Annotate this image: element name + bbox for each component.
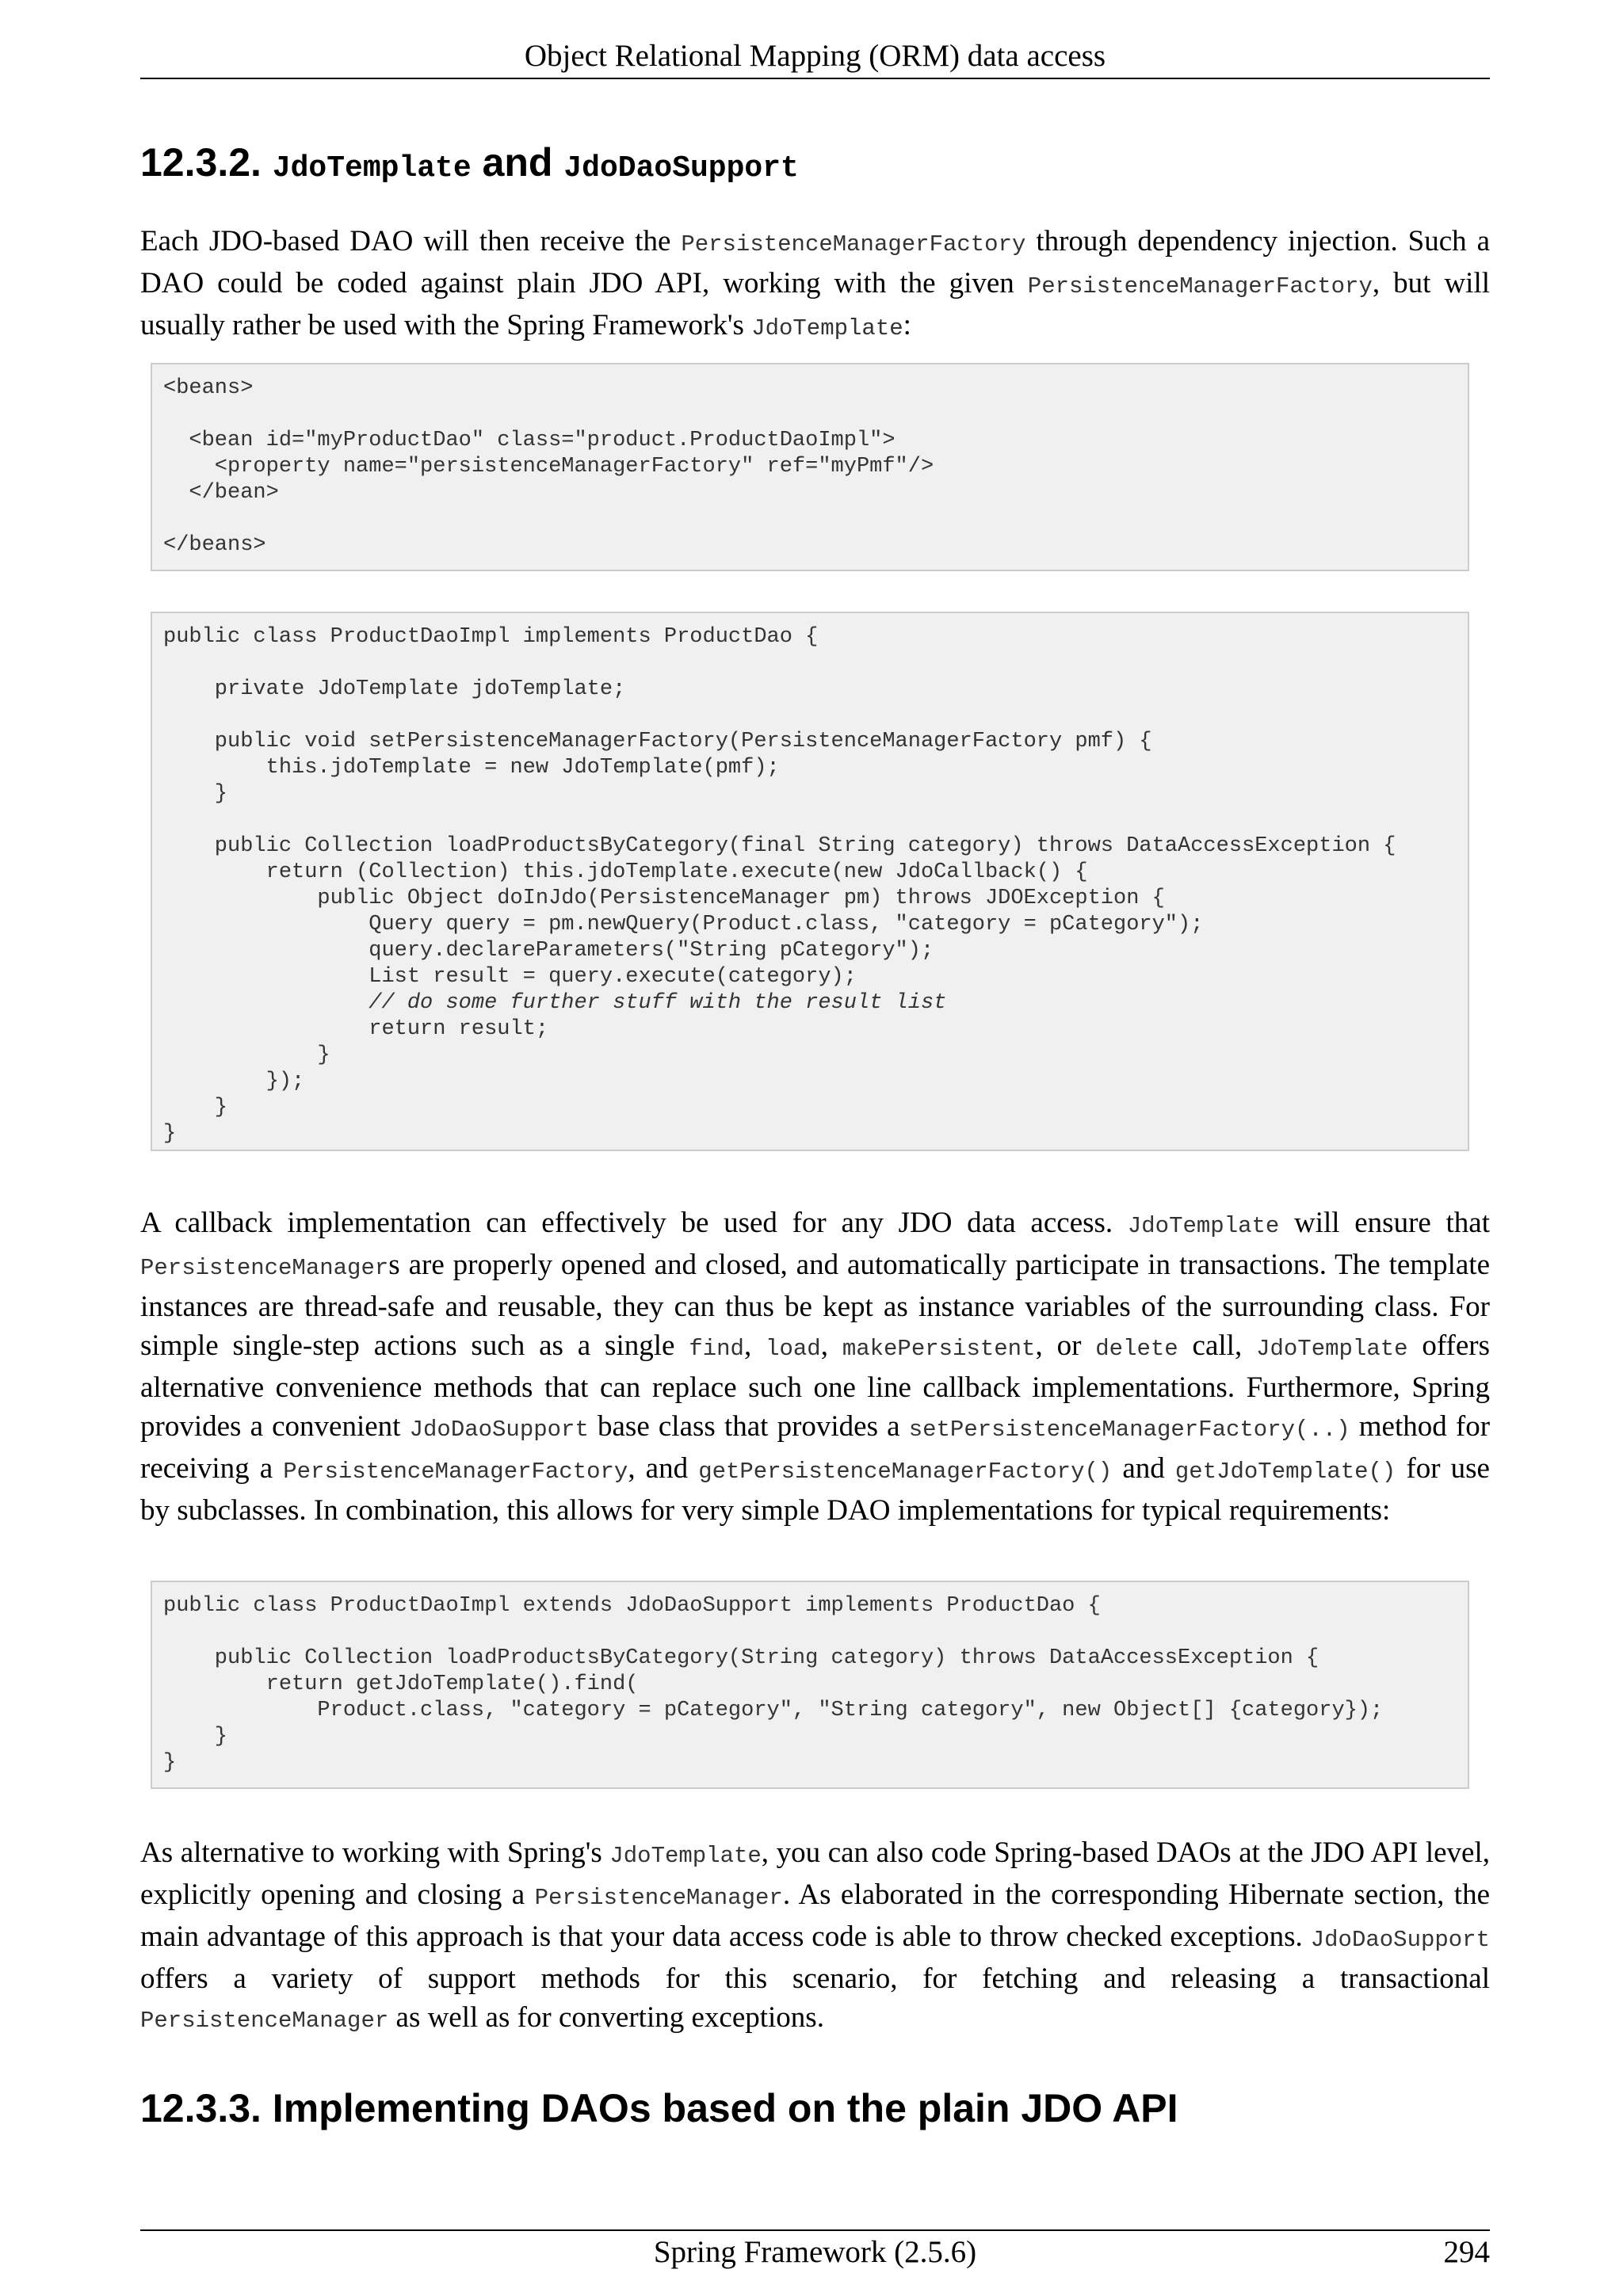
- inline-code: PersistenceManagerFactory: [1027, 273, 1373, 299]
- code-comment: // do some further stuff with the result list: [163, 991, 947, 1015]
- running-header-title: Object Relational Mapping (ORM) data access: [524, 39, 1106, 73]
- inline-code: PersistenceManager: [534, 1885, 783, 1911]
- text-run: , but will usually rather be used with the Spring Framework's: [140, 267, 1490, 341]
- section-heading-12-3-3: 12.3.3. Implementing DAOs based on the plain JDO API: [140, 2086, 1178, 2130]
- inline-code: JdoTemplate: [609, 1843, 762, 1869]
- inline-code: delete: [1095, 1336, 1178, 1362]
- text-run: base class that provides a: [588, 1410, 909, 1443]
- inline-code: JdoTemplate: [1256, 1336, 1408, 1362]
- inline-code: PersistenceManager: [140, 1255, 389, 1281]
- text-run: as well as for converting exceptions.: [388, 2001, 824, 2034]
- heading-code-jdotemplate: JdoTemplate: [272, 151, 472, 185]
- text-run: offers alternative convenience methods that can replace such one line callback implementations. Furthermore, Spring provides a convenient: [140, 1329, 1491, 1443]
- text-run: A callback implementation can effectively be used for any JDO data access.: [140, 1207, 1128, 1239]
- running-footer: [140, 2229, 1490, 2274]
- text-run: method for receiving a: [140, 1410, 1491, 1485]
- page-number: 294: [1443, 2235, 1490, 2269]
- code-block-productdaoimpl-template: [151, 612, 1469, 1151]
- inline-code: JdoDaoSupport: [409, 1417, 589, 1443]
- inline-code: JdoTemplate: [751, 315, 903, 341]
- inline-code: PersistenceManager: [140, 2008, 389, 2034]
- section-heading-12-3-2: [140, 139, 799, 193]
- text-run: , you can also code Spring-based DAOs at the JDO API level, explicitly opening and closing a: [140, 1836, 1490, 1911]
- inline-code: getJdoTemplate(): [1174, 1459, 1396, 1485]
- inline-code: JdoDaoSupport: [1310, 1927, 1490, 1953]
- running-header: [140, 35, 1490, 79]
- paragraph-dao-injection: [140, 222, 1490, 348]
- heading-code-jdodaosupport: JdoDaoSupport: [563, 151, 799, 185]
- text-run: and: [1112, 1452, 1175, 1485]
- text-run: ,: [820, 1329, 842, 1362]
- inline-code: JdoTemplate: [1127, 1213, 1280, 1239]
- text-run: :: [903, 309, 911, 341]
- inline-code: load: [766, 1336, 821, 1362]
- inline-code: PersistenceManagerFactory: [283, 1459, 628, 1485]
- text-run: will ensure that: [1279, 1207, 1491, 1239]
- text-run: . As elaborated in the corresponding Hibernate section, the main advantage of this approach is that your data access code is able to throw checked exceptions.: [140, 1878, 1491, 1953]
- inline-code: setPersistenceManagerFactory(..): [908, 1417, 1350, 1443]
- text-run: , and: [628, 1452, 699, 1485]
- code-text: public class ProductDaoImpl implements ProductDao { private JdoTemplate jdoTemplate; public void setPersistenceManagerFactory(PersistenceManagerFactory pmf) { this.jdoTemplate = new JdoTemplate(pmf); } public Collection loadProductsByCategory(final String category) throws DataAccessException { return (Collection) this.jdoTemplate.execute(new JdoCallback() { public Object doInJdo(PersistenceManager pm) throws JDOException { Query query = pm.newQuery(Product.class, "category = pCategory"); query.declareParameters("String pCategory"); List result = query.execute(category);: [163, 625, 1396, 989]
- inline-code: PersistenceManagerFactory: [681, 231, 1026, 257]
- inline-code: getPersistenceManagerFactory(): [698, 1459, 1113, 1485]
- section-number: 12.3.2.: [140, 140, 262, 185]
- code-text: return result; } }); } }: [163, 1017, 549, 1146]
- code-block-beans-xml: <beans> <bean id="myProductDao" class="product.ProductDaoImpl"> <property name="persistenceManagerFactory" ref="myPmf"/> </bean> </beans>: [151, 363, 1469, 571]
- inline-code: makePersistent: [842, 1336, 1036, 1362]
- paragraph-callback-implementation: [140, 1203, 1490, 1530]
- text-run: s are properly opened and closed, and automatically participate in transactions. The template instances are thread-safe and reusable, they can thus be kept as instance variables of the surrounding class. For simple single-step actions such as a single: [140, 1249, 1490, 1362]
- text-run: for use by subclasses. In combination, this allows for very simple DAO implementations for typical requirements:: [140, 1452, 1490, 1527]
- text-run: offers a variety of support methods for this scenario, for fetching and releasing a transactional: [140, 1962, 1490, 1995]
- text-run: Each JDO-based DAO will then receive the: [140, 225, 682, 257]
- text-run: through dependency injection. Such a DAO could be coded against plain JDO API, working with the given: [140, 225, 1490, 299]
- code-block-productdaoimpl-support: public class ProductDaoImpl extends JdoDaoSupport implements ProductDao { public Collection loadProductsByCategory(String category) throws DataAccessException { return getJdoTemplate().find( Product.class, "category = pCategory", "String category", new Object[] {category}); } }: [151, 1581, 1469, 1789]
- text-run: , or: [1035, 1329, 1096, 1362]
- text-run: As alternative to working with Spring's: [140, 1836, 610, 1869]
- text-run: call,: [1178, 1329, 1257, 1362]
- text-run: ,: [743, 1329, 766, 1362]
- inline-code: find: [689, 1336, 744, 1362]
- paragraph-plain-jdo-alternative: [140, 1833, 1490, 2040]
- heading-and: and: [482, 140, 553, 185]
- footer-title: Spring Framework (2.5.6): [653, 2235, 977, 2269]
